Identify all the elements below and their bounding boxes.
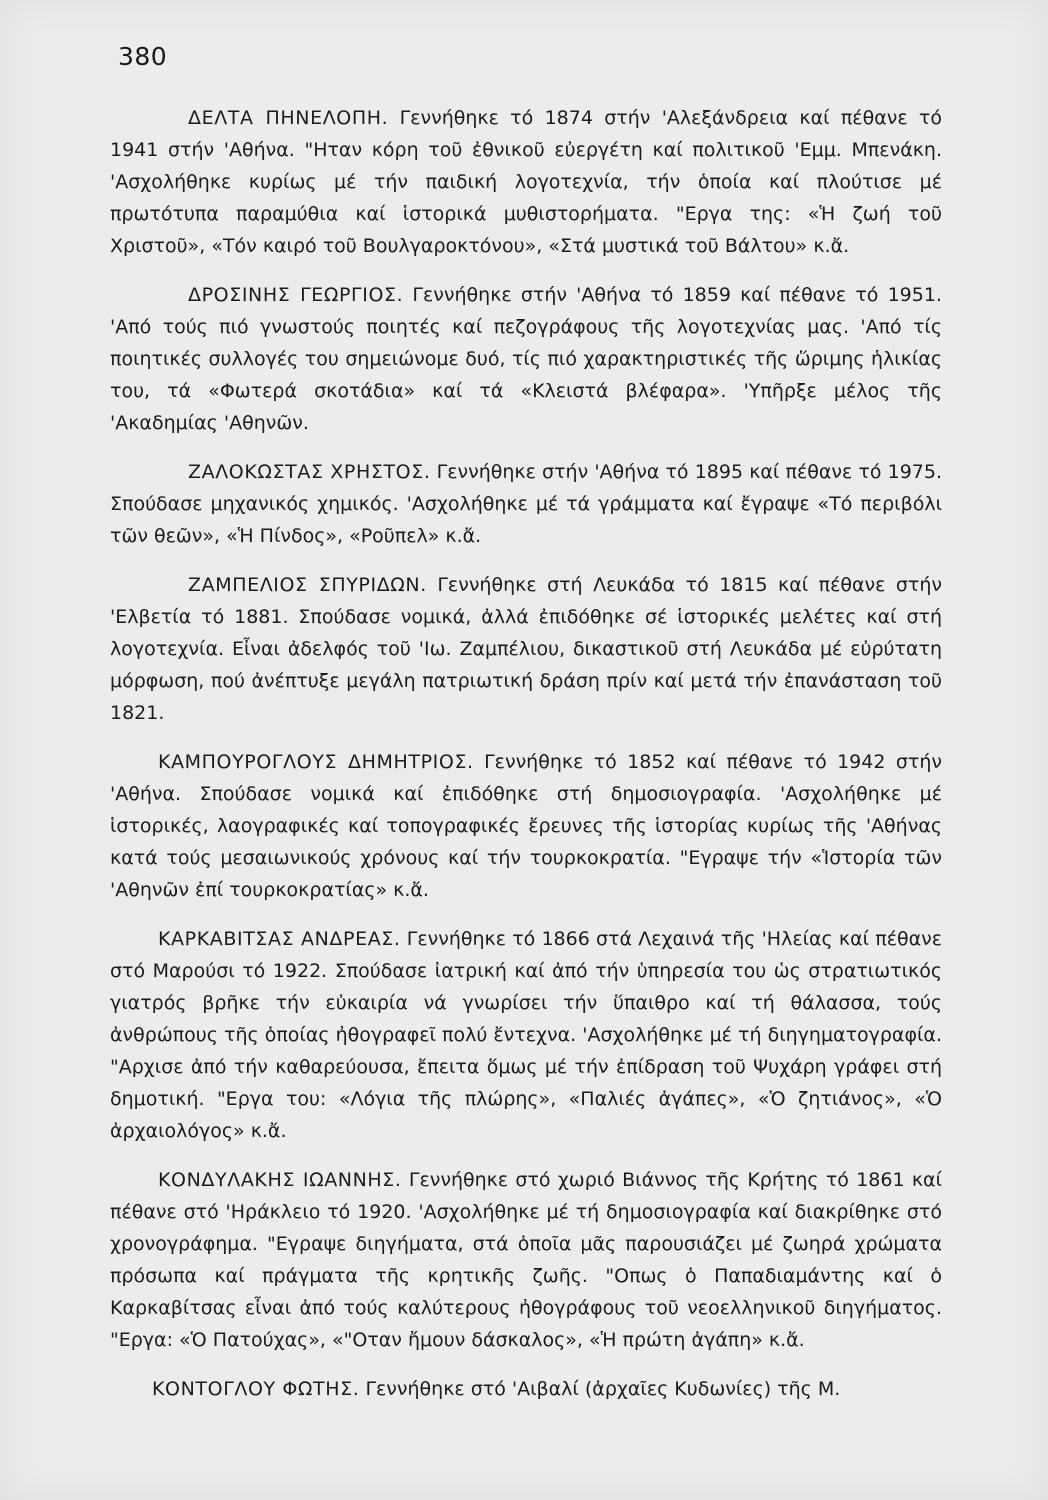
- entry-name: ΔΕΛΤΑ ΠΗΝΕΛΟΠΗ.: [188, 107, 389, 129]
- entry-kondylakis: [110, 1164, 942, 1356]
- entry-text: Γεννήθηκε στή Λευκάδα τό 1815 καί πέθανε στήν 'Ελβετία τό 1881. Σπούδασε νομικά, ἀλλά ἐπιδόθηκε σέ ἱστορικές μελέτες καί στή λογοτεχνία. Εἶναι ἀδελφός τοῦ 'Ιω. Ζαμπέλιου, δικαστικοῦ στή Λευκάδα μέ εὐρύτατη μόρφωση, πού ἀνέπτυξε μεγάλη πατριωτική δράση πρίν καί μετά τήν ἐπανάσταση τοῦ 1821.: [110, 574, 942, 724]
- page-number: 380: [118, 42, 168, 71]
- entry-zalokostas: [110, 456, 942, 552]
- entry-name: ΚΑΜΠΟΥΡΟΓΛΟΥΣ ΔΗΜΗΤΡΙΟΣ.: [158, 751, 474, 773]
- entry-drosinis: [110, 279, 942, 439]
- entry-delta: [110, 102, 942, 262]
- entry-text: Γεννήθηκε τό 1874 στήν 'Αλεξάνδρεια καί πέθανε τό 1941 στήν 'Αθήνα. "Ηταν κόρη τοῦ ἐθνικοῦ εὐεργέτη καί πολιτικοῦ 'Εμμ. Μπενάκη. 'Ασχολήθηκε κυρίως μέ τήν παιδική λογοτεχνία, τήν ὁποία καί πλούτισε μέ πρωτότυπα παραμύθια καί ἱστορικά μυθιστορήματα. "Εργα της: «Ἡ ζωή τοῦ Χριστοῦ», «Τόν καιρό τοῦ Βουλγαροκτόνου», «Στά μυστικά τοῦ Βάλτου» κ.ἄ.: [110, 107, 942, 257]
- entry-name: ΚΑΡΚΑΒΙΤΣΑΣ ΑΝΔΡΕΑΣ.: [158, 928, 401, 950]
- entry-name: ΔΡΟΣΙΝΗΣ ΓΕΩΡΓΙΟΣ.: [188, 284, 404, 306]
- entry-kampouroglous: [110, 746, 942, 906]
- entry-name: ΖΑΜΠΕΛΙΟΣ ΣΠΥΡΙΔΩΝ.: [188, 574, 427, 596]
- entry-zampelios: [110, 569, 942, 729]
- entry-karkavitsas: [110, 923, 942, 1147]
- entry-name: ΖΑΛΟΚΩΣΤΑΣ ΧΡΗΣΤΟΣ.: [188, 461, 431, 483]
- entry-kontoglou: [110, 1373, 942, 1405]
- entry-text: Γεννήθηκε τό 1866 στά Λεχαινά τῆς 'Ηλείας καί πέθανε στό Μαρούσι τό 1922. Σπούδασε ἰατρική καί ἀπό τήν ὑπηρεσία του ὡς στρατιωτικός γιατρός βρῆκε τήν εὐκαιρία νά γνωρίσει τήν ὕπαιθρο καί τή θάλασσα, τούς ἀνθρώπους τῆς ὁποίας ἠθογραφεῖ πολύ ἔντεχνα. 'Ασχολήθηκε μέ τή διηγηματογραφία. "Αρχισε ἀπό τήν καθαρεύουσα, ἔπειτα ὅμως μέ τήν ἐπίδραση τοῦ Ψυχάρη γράφει στή δημοτική. "Εργα του: «Λόγια τῆς πλώρης», «Παλιές ἀγάπες», «Ὁ ζητιάνος», «Ὁ ἀρχαιολόγος» κ.ἄ.: [110, 928, 942, 1142]
- entry-text: Γεννήθηκε τό 1852 καί πέθανε τό 1942 στήν 'Αθήνα. Σπούδασε νομικά καί ἐπιδόθηκε στή δημοσιογραφία. 'Ασχολήθηκε μέ ἱστορικές, λαογραφικές καί τοπογραφικές ἔρευνες τῆς ἱστορίας κυρίως τῆς 'Αθήνας κατά τούς μεσαιωνικούς χρόνους καί τήν τουρκοκρατία. "Εγραψε τήν «Ἱστορία τῶν 'Αθηνῶν ἐπί τουρκοκρατίας» κ.ἄ.: [110, 751, 942, 901]
- entry-text: Γεννήθηκε στήν 'Αθήνα τό 1859 καί πέθανε τό 1951. 'Από τούς πιό γνωστούς ποιητές καί πεζογράφους τῆς λογοτεχνίας μας. 'Από τίς ποιητικές συλλογές του σημειώνομε δυό, τίς πιό χαρακτηριστικές τῆς ὥριμης ἡλικίας του, τά «Φωτερά σκοτάδια» καί τά «Κλειστά βλέφαρα». 'Υπῆρξε μέλος τῆς 'Ακαδημίας 'Αθηνῶν.: [110, 284, 942, 434]
- entry-name: ΚΟΝΤΟΓΛΟΥ ΦΩΤΗΣ.: [152, 1378, 360, 1400]
- entry-text: Γεννήθηκε στό 'Αιβαλί (ἀρχαῖες Κυδωνίες) τῆς Μ.: [365, 1378, 841, 1400]
- entry-text: Γεννήθηκε στό χωριό Βιάννος τῆς Κρήτης τό 1861 καί πέθανε στό 'Ηράκλειο τό 1920. 'Ασχολήθηκε μέ τή δημοσιογραφία καί διακρίθηκε στό χρονογράφημα. "Εγραψε διηγήματα, στά ὁποῖα μᾶς παρουσιάζει μέ ζωηρά χρώματα πρόσωπα καί πράγματα τῆς κρητικῆς ζωῆς. "Οπως ὁ Παπαδιαμάντης καί ὁ Καρκαβίτσας εἶναι ἀπό τούς καλύτερους ἠθογράφους τοῦ νεοελληνικοῦ διηγήματος. "Εργα: «Ὁ Πατούχας», «"Οταν ἤμουν δάσκαλος», «Ἡ πρώτη ἀγάπη» κ.ἄ.: [110, 1169, 943, 1351]
- entry-name: ΚΟΝΔΥΛΑΚΗΣ ΙΩΑΝΝΗΣ.: [158, 1169, 402, 1191]
- entry-text: Γεννήθηκε στήν 'Αθήνα τό 1895 καί πέθανε τό 1975. Σπούδασε μηχανικός χημικός. 'Ασχολήθηκε μέ τά γράμματα καί ἔγραψε «Τό περιβόλι τῶν θεῶν», «Ἡ Πίνδος», «Ροῦπελ» κ.ἄ.: [110, 461, 942, 547]
- biography-list: [110, 102, 942, 1422]
